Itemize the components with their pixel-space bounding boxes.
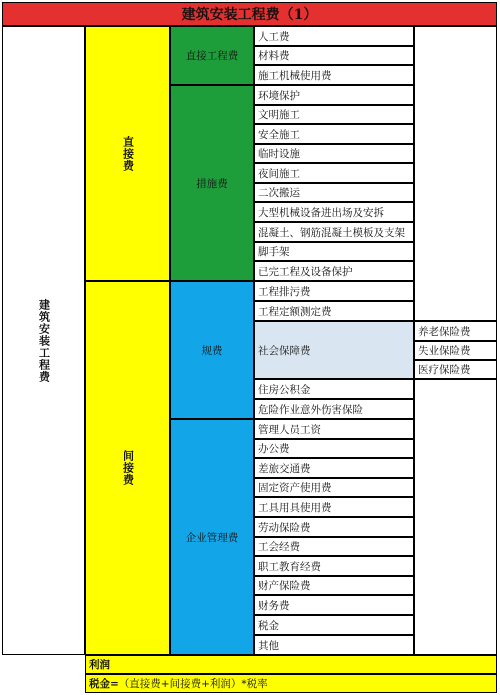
list-item: 工程排污费 (254, 281, 414, 301)
direct-cost-cell (85, 26, 170, 281)
indirect-cost-cell (85, 281, 170, 655)
direct-engineering-fee-label: 直接工程费 (185, 50, 239, 62)
page-title: 建筑安装工程费（1） (2, 2, 497, 26)
list-item: 二次搬运 (254, 183, 414, 202)
profit-row (85, 655, 497, 674)
management-fee-cell (170, 419, 254, 655)
list-item: 工程定额测定费 (254, 301, 414, 321)
list-item: 混凝土、钢筋混凝土模板及支架 (254, 222, 414, 242)
list-item: 环境保护 (254, 85, 414, 105)
list-item: 社会保障费 (254, 321, 414, 379)
list-item: 财务费 (254, 595, 414, 615)
list-item: 材料费 (254, 46, 414, 65)
list-item: 脚手架 (254, 242, 414, 261)
list-item: 财产保险费 (254, 576, 414, 595)
list-item: 差旅交通费 (254, 458, 414, 478)
list-item: 文明施工 (254, 105, 414, 124)
list-item: 施工机械使用费 (254, 65, 414, 85)
list-item: 税金 (254, 615, 414, 635)
list-item: 住房公积金 (254, 379, 414, 399)
right-column-spacer (414, 379, 497, 655)
list-item: 工具用具使用费 (254, 497, 414, 517)
root-category (2, 26, 85, 655)
sub-list-item: 养老保险费 (414, 321, 497, 341)
root-category-label: 建筑安装工程费 (37, 298, 51, 383)
statutory-fee-cell (170, 281, 254, 419)
list-item: 劳动保险费 (254, 517, 414, 537)
list-item: 临时设施 (254, 144, 414, 163)
list-item: 其他 (254, 635, 414, 655)
list-item: 大型机械设备进出场及安拆 (254, 202, 414, 222)
list-item: 安全施工 (254, 124, 414, 144)
list-item: 已完工程及设备保护 (254, 261, 414, 281)
direct-cost-label: 直接费 (121, 135, 135, 172)
list-item: 人工费 (254, 26, 414, 46)
list-item: 固定资产使用费 (254, 478, 414, 497)
right-column-spacer (414, 26, 497, 321)
list-item: 办公费 (254, 439, 414, 458)
list-item: 职工教育经费 (254, 556, 414, 576)
tax-row (85, 674, 497, 693)
sub-list-item: 医疗保险费 (414, 360, 497, 379)
list-item: 工会经费 (254, 537, 414, 556)
measures-fee-label: 措施费 (196, 177, 228, 190)
profit-label: 利润 (89, 659, 110, 671)
indirect-cost-label: 间接费 (121, 450, 135, 486)
list-item: 夜间施工 (254, 163, 414, 183)
tax-label: 税金= (89, 678, 119, 690)
tax-formula: （直接费+间接费+利润）*税率 (118, 678, 268, 690)
list-item: 管理人员工资 (254, 419, 414, 439)
direct-engineering-fee-cell (170, 26, 254, 85)
statutory-fee-label: 规费 (201, 344, 223, 357)
list-item: 危险作业意外伤害保险 (254, 399, 414, 419)
sub-list-item: 失业保险费 (414, 341, 497, 360)
measures-fee-cell (170, 85, 254, 281)
management-fee-label: 企业管理费 (185, 531, 239, 544)
